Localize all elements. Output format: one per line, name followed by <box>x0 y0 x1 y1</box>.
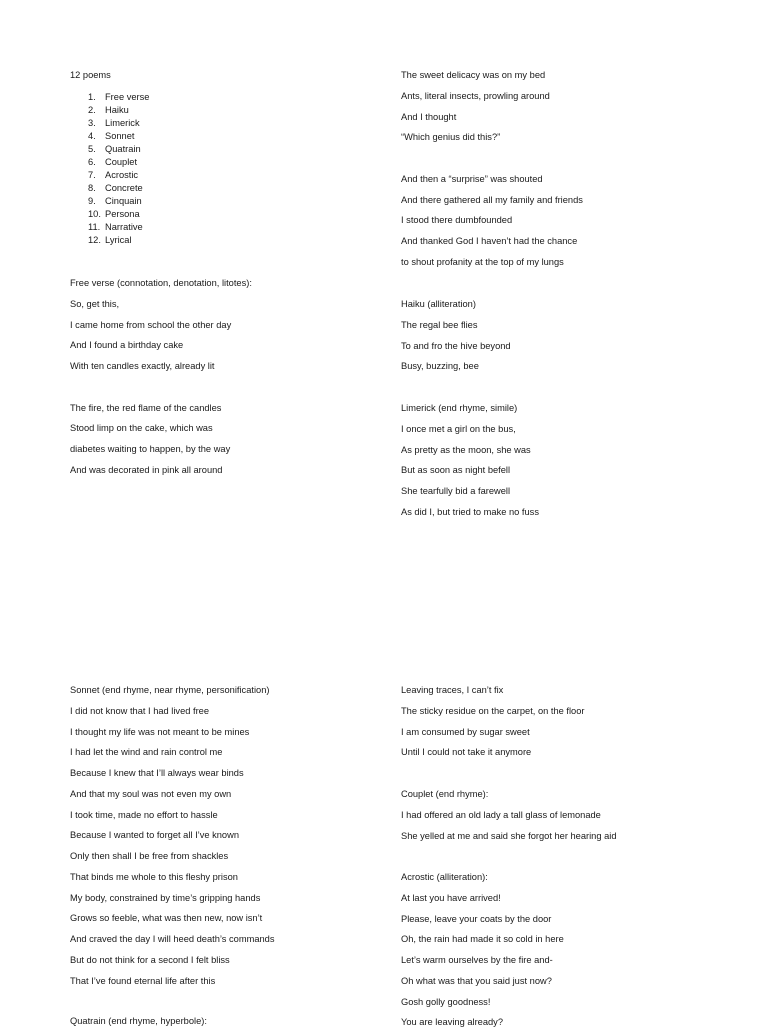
poem-line: I once met a girl on the bus, <box>401 423 516 434</box>
poem-list-item <box>88 143 149 156</box>
poem-line: Oh, the rain had made it so cold in here <box>401 934 564 945</box>
list-number: 11. <box>88 222 101 232</box>
poem-line: Because I wanted to forget all I’ve known <box>70 830 239 841</box>
poem-list-item <box>88 91 149 104</box>
poem-line: The regal bee flies <box>401 319 478 330</box>
poem-heading: Free verse (connotation, denotation, litotes): <box>70 278 252 288</box>
poem-line: Busy, buzzing, bee <box>401 361 479 372</box>
poem-line: That binds me whole to this fleshy prison <box>70 871 238 882</box>
limerick-poem <box>401 398 539 523</box>
poem-line: At last you have arrived! <box>401 892 501 903</box>
poem-list-item <box>88 195 149 208</box>
poem-line: But as soon as night befell <box>401 465 511 476</box>
poem-line: Ants, literal insects, prowling around <box>401 90 550 101</box>
poem-line: And was decorated in pink all around <box>70 464 223 475</box>
poem-line: And that my soul was not even my own <box>70 788 232 799</box>
poem-list-item <box>88 182 149 195</box>
list-number: 9. <box>88 196 96 206</box>
poem-list-item <box>88 156 149 169</box>
list-number: 8. <box>88 183 96 193</box>
poem-list-item <box>88 221 149 234</box>
poem-line: Let’s warm ourselves by the fire and- <box>401 955 553 965</box>
poem-line: Grows so feeble, what was then new, now isn’t <box>70 913 263 924</box>
list-label: Sonnet <box>105 131 135 141</box>
quatrain-poem <box>70 1011 207 1032</box>
poem-heading: Acrostic (alliteration): <box>401 872 488 882</box>
poem-line: I thought my life was not meant to be mines <box>70 726 250 737</box>
poem-line: And thanked God I haven’t had the chance <box>401 236 578 246</box>
poem-line: I had offered an old lady a tall glass of lemonade <box>401 809 601 820</box>
poem-line: I came home from school the other day <box>70 319 232 330</box>
list-label: Persona <box>105 209 140 219</box>
poem-line: That I’ve found eternal life after this <box>70 975 216 986</box>
list-number: 12. <box>88 235 101 245</box>
poem-heading: Haiku (alliteration) <box>401 299 476 309</box>
poem-line: Until I could not take it anymore <box>401 747 532 758</box>
poem-list-item <box>88 234 149 247</box>
poem-list-item <box>88 169 149 182</box>
poem-list-item <box>88 208 149 221</box>
list-label: Concrete <box>105 183 143 193</box>
poem-list <box>88 91 149 247</box>
poem-line: Only then shall I be free from shackles <box>70 851 229 861</box>
list-label: Limerick <box>105 118 140 128</box>
poem-line: With ten candles exactly, already lit <box>70 361 215 371</box>
poem-line: And I found a birthday cake <box>70 340 184 351</box>
poem-line: Leaving traces, I can’t fix <box>401 685 504 695</box>
poem-line: The sweet delicacy was on my bed <box>401 70 546 80</box>
list-number: 6. <box>88 157 96 167</box>
poem-line: To and fro the hive beyond <box>401 340 511 351</box>
poem-line <box>401 148 583 169</box>
list-number: 2. <box>88 105 96 115</box>
poem-line: I took time, made no effort to hassle <box>70 809 218 820</box>
poem-line: So, get this, <box>70 298 120 309</box>
poem-line: I did not know that I had lived free <box>70 705 210 716</box>
poem-list-item <box>88 117 149 130</box>
poem-line: She yelled at me and said she forgot her hearing aid <box>401 830 617 841</box>
poem-line: And I thought <box>401 111 457 122</box>
poem-line: “Which genius did this?” <box>401 132 501 143</box>
list-number: 3. <box>88 118 96 128</box>
list-label: Cinquain <box>105 196 142 206</box>
free-verse-poem <box>70 273 252 481</box>
free-verse-continued <box>401 65 583 273</box>
poem-line: I am consumed by sugar sweet <box>401 726 530 737</box>
poem-line: Because I knew that I’ll always wear binds <box>70 768 244 778</box>
concrete-continued <box>401 680 584 763</box>
poem-list-item <box>88 104 149 117</box>
acrostic-poem <box>401 867 564 1033</box>
poem-line: The fire, the red flame of the candles <box>70 402 222 413</box>
list-number: 1. <box>88 92 96 102</box>
list-label: Acrostic <box>105 170 139 180</box>
poem-line: to shout profanity at the top of my lungs <box>401 256 564 267</box>
haiku-poem <box>401 294 511 377</box>
poem-line: And craved the day I will heed death’s commands <box>70 934 275 944</box>
poem-list-item <box>88 130 149 143</box>
poem-line: Gosh golly goodness! <box>401 996 491 1007</box>
poem-line: Oh what was that you said just now? <box>401 975 552 986</box>
poem-line: As did I, but tried to make no fuss <box>401 506 539 517</box>
poem-heading: Quatrain (end rhyme, hyperbole): <box>70 1016 207 1026</box>
poem-line: Please, leave your coats by the door <box>401 913 552 924</box>
poem-line: I had let the wind and rain control me <box>70 747 223 758</box>
list-number: 7. <box>88 170 96 180</box>
poem-line: As pretty as the moon, she was <box>401 444 531 455</box>
couplet-poem <box>401 784 617 846</box>
poem-line: diabetes waiting to happen, by the way <box>70 444 231 454</box>
list-label: Narrative <box>105 222 143 232</box>
poem-line: She tearfully bid a farewell <box>401 486 511 496</box>
poem-line: And then a “surprise” was shouted <box>401 173 543 184</box>
poem-line: My body, constrained by time’s gripping hands <box>70 892 261 903</box>
list-label: Quatrain <box>105 144 141 154</box>
sonnet-poem <box>70 680 274 991</box>
poem-heading: Couplet (end rhyme): <box>401 789 489 799</box>
list-label: Couplet <box>105 157 138 167</box>
list-number: 5. <box>88 144 96 154</box>
list-label: Free verse <box>105 92 150 102</box>
poem-heading: Sonnet (end rhyme, near rhyme, personification) <box>70 685 270 695</box>
list-label: Haiku <box>105 105 129 115</box>
document-title: 12 poems <box>70 70 111 80</box>
poem-line: But do not think for a second I felt bliss <box>70 954 230 965</box>
poem-line: I stood there dumbfounded <box>401 215 513 226</box>
list-number: 10. <box>88 209 101 219</box>
poem-line: The sticky residue on the carpet, on the floor <box>401 705 585 716</box>
poem-line <box>70 377 252 398</box>
poem-heading: Limerick (end rhyme, simile) <box>401 403 518 413</box>
poem-line: And there gathered all my family and friends <box>401 194 583 205</box>
list-label: Lyrical <box>105 235 132 245</box>
poem-line: You are leaving already? <box>401 1017 503 1028</box>
poem-line: Stood limp on the cake, which was <box>70 423 213 434</box>
list-number: 4. <box>88 131 96 141</box>
